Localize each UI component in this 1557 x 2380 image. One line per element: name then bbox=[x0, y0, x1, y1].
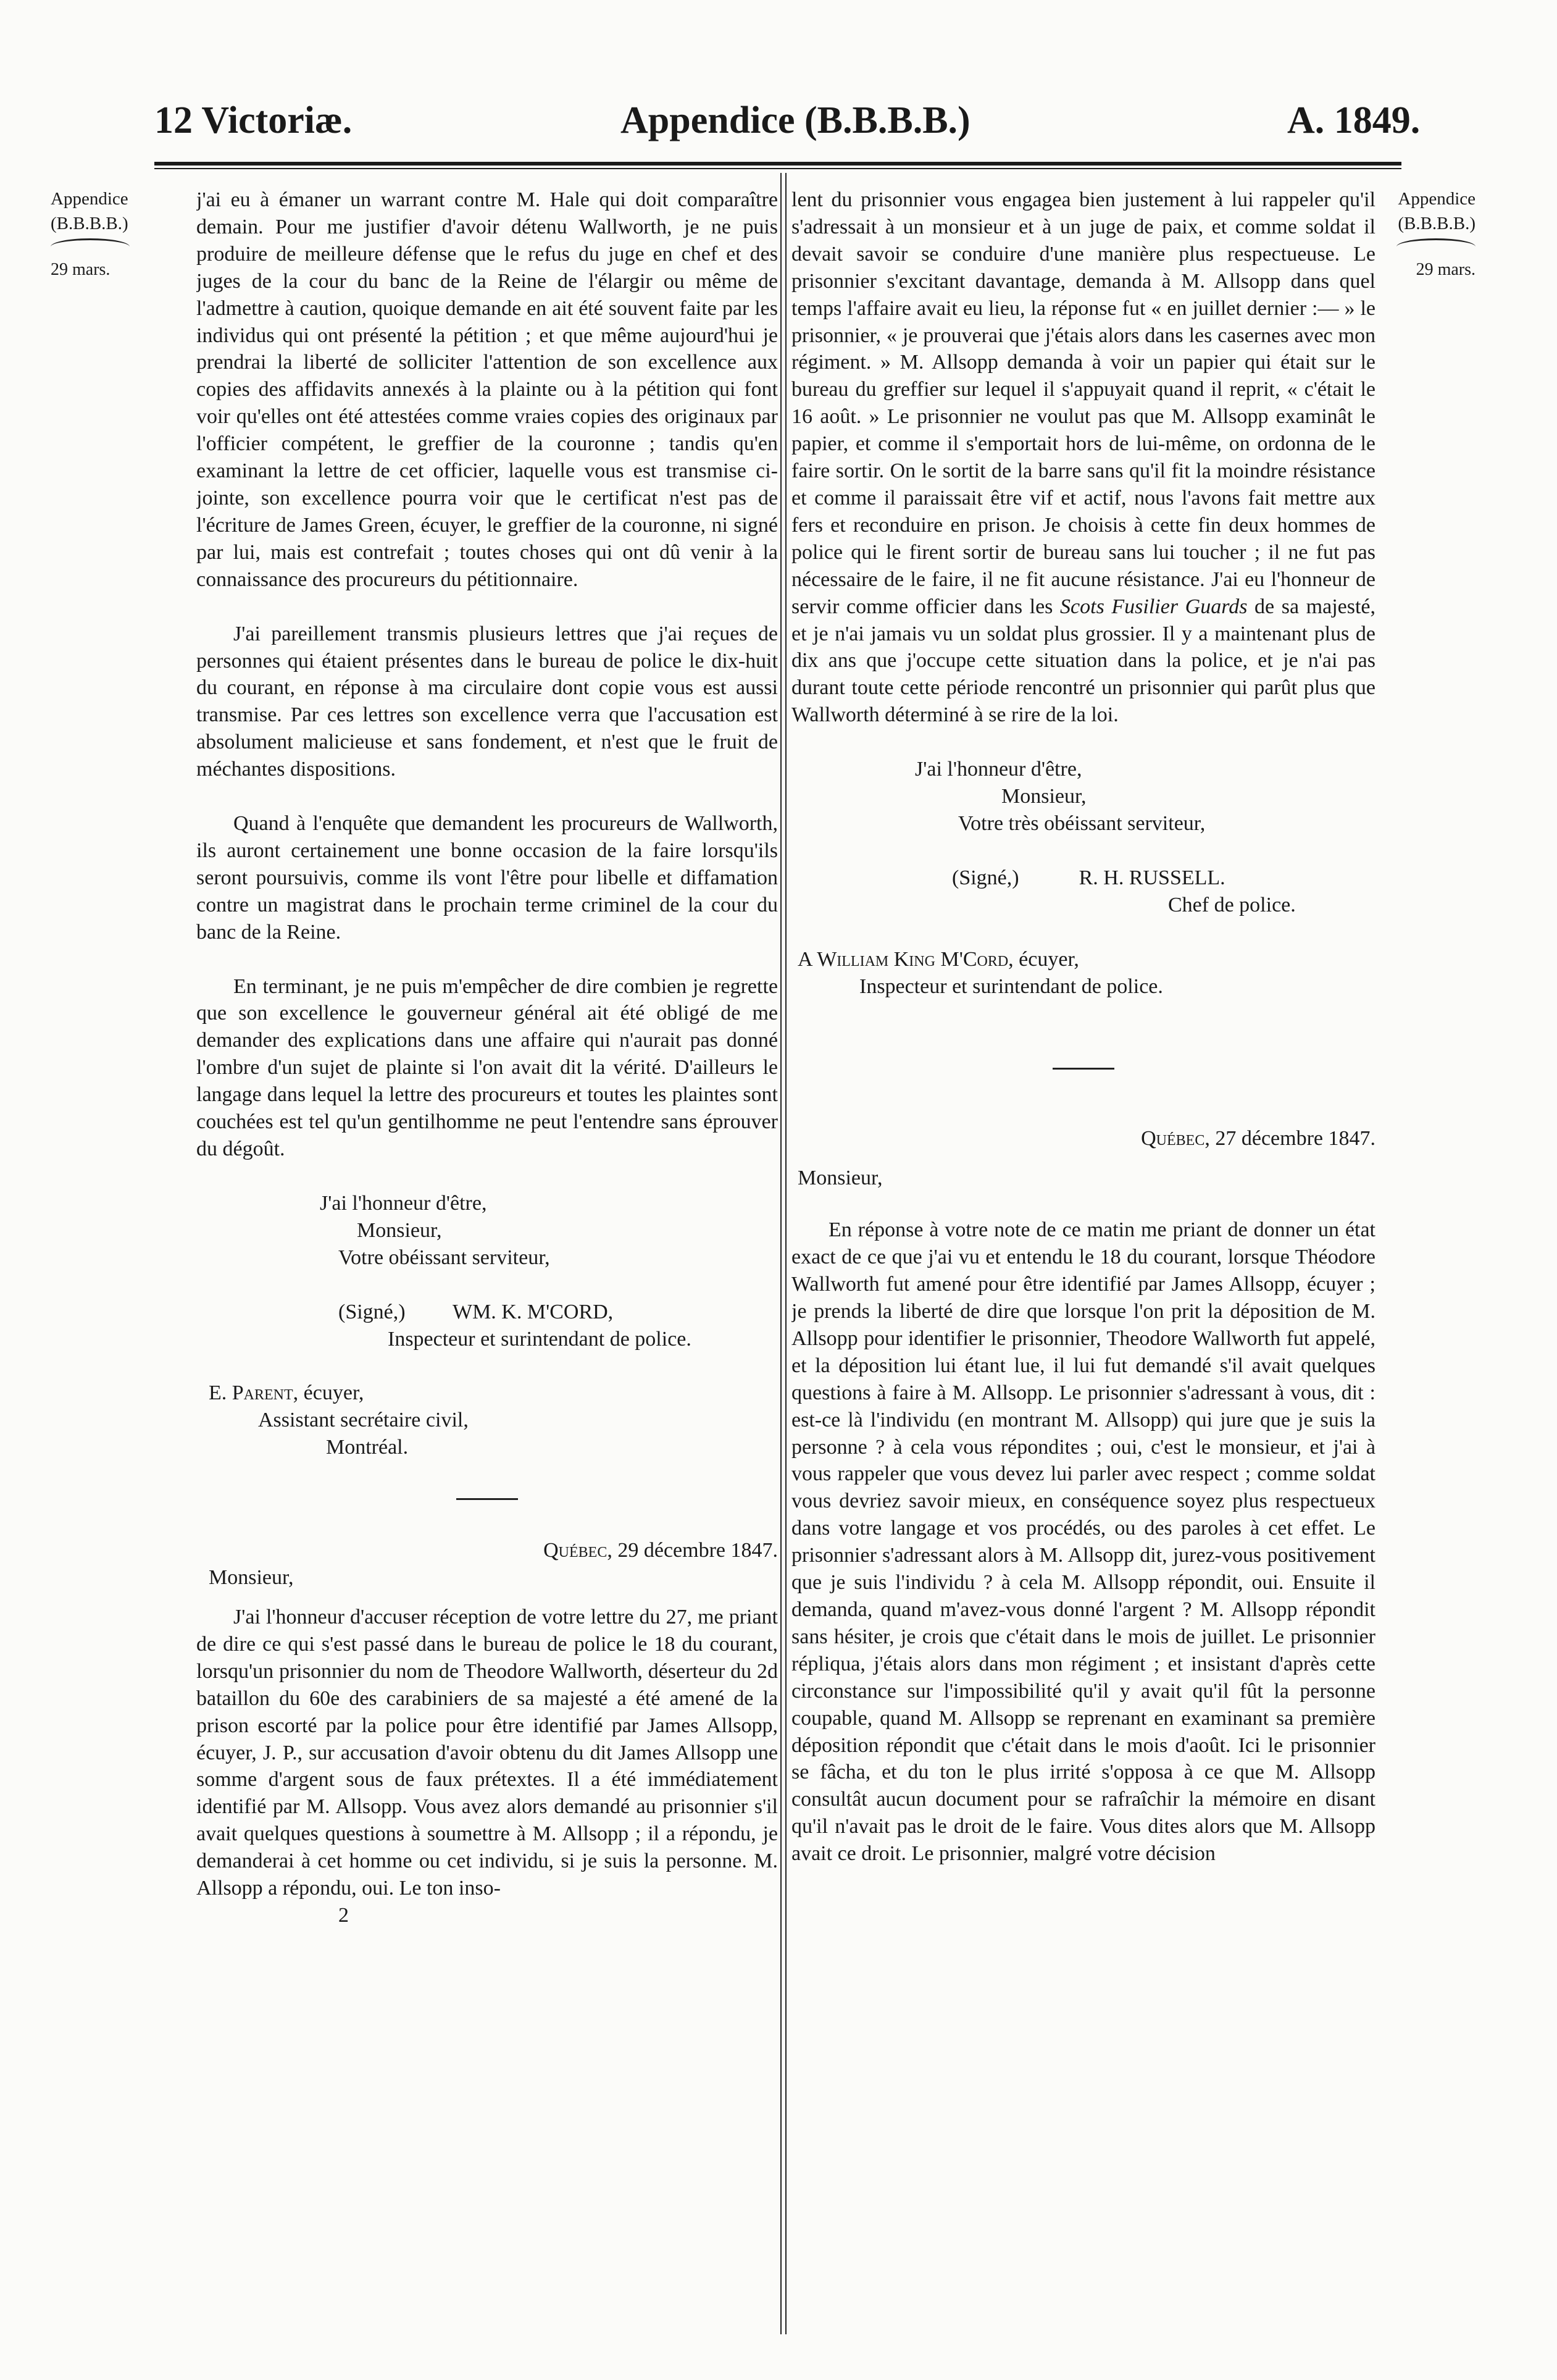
letter-place: Québec, bbox=[1141, 1127, 1210, 1150]
right-column bbox=[791, 186, 1375, 2323]
sheet-signature-mark: 2 bbox=[338, 1903, 349, 1927]
letter-separator bbox=[456, 1498, 518, 1500]
paragraph-text: de sa majesté, et je n'ai jamais vu un soldat plus grossier. Il y a maintenant plus de dix ans que j'occupe cette situation dans la police, et je n'ai pas durant toute cette période rencontré un prisonnier qui parût plus que Wallworth déterminé à se rire de la loi. bbox=[791, 595, 1375, 727]
header-rule-thick bbox=[154, 162, 1401, 166]
closing-line: Votre obéissant serviteur, bbox=[338, 1246, 550, 1269]
addressee-prefix: A bbox=[798, 947, 812, 971]
left-column bbox=[196, 186, 778, 2323]
paragraph: En terminant, je ne puis m'empêcher de dire combien je regrette que son excellence le gouverneur général ait été obligé de me demander des explications dans une affaire qui n'aurait pas donné l'ombre d'un sujet de plainte si l'on avait dit la vérité. D'ailleurs le langage dans lequel la lettre des procureurs et toutes les plaintes sont couchées est tel qu'un gentilhomme ne peut l'entendre sans éprouver du dégoût. bbox=[196, 974, 778, 1160]
margin-note-ref: (B.B.B.B.) bbox=[1398, 214, 1476, 233]
paragraph: J'ai pareillement transmis plusieurs lettres que j'ai reçues de personnes qui étaient présentes dans le bureau de police le dix-huit du courant, en réponse à ma circulaire dont copie vous est aussi transmise. Par ces lettres son excellence verra que l'accusation est absolument malicieuse et sans fondement, et n'est que le fruit de méchantes dispositions. bbox=[196, 622, 778, 781]
header-rule-thin bbox=[154, 168, 1401, 169]
paragraph: Quand à l'enquête que demandent les procureurs de Wallworth, ils auront certainement une bonne occasion de la faire lorsqu'ils seront poursuivis, comme ils vont l'être pour libelle et diffamation contre un magistrat dans le prochain terme criminel de la cour du banc de la Reine. bbox=[196, 812, 778, 944]
margin-note-ref: (B.B.B.B.) bbox=[51, 214, 128, 233]
closing-line: Votre très obéissant serviteur, bbox=[958, 811, 1206, 835]
addressee-line: Inspecteur et surintendant de police. bbox=[859, 974, 1163, 998]
running-header-year: A. 1849. bbox=[1287, 99, 1421, 141]
salutation: Monsieur, bbox=[798, 1167, 883, 1190]
letter-place: Québec, bbox=[543, 1539, 612, 1562]
addressee-title: écuyer, bbox=[303, 1381, 364, 1405]
signatory-title: Chef de police. bbox=[1168, 893, 1296, 916]
signed-label: (Signé,) bbox=[338, 1300, 406, 1323]
margin-note-title: Appendice bbox=[51, 189, 128, 209]
closing-line: J'ai l'honneur d'être, bbox=[320, 1191, 487, 1215]
letter-date: 27 décembre 1847. bbox=[1215, 1127, 1375, 1150]
left-margin-note bbox=[51, 186, 130, 282]
addressee-line: Assistant secrétaire civil, bbox=[258, 1409, 469, 1432]
paragraph: J'ai l'honneur d'accuser réception de votre lettre du 27, me priant de dire ce qui s'est passé dans le bureau de police le 18 du courant, lorsqu'un prisonnier du nom de Theodore Wallworth, déserteur du 2d bataillon du 60e des carabiniers de sa majesté a été amené de la prison escorté par la police pour être identifié par James Allsopp, écuyer, J. P., sur accusation d'avoir obtenu du dit James Allsopp une somme d'argent sous de faux prétextes. Il a été immédiatement identifié par M. Allsopp. Vous avez alors demandé au prisonnier s'il avait quelques questions à soumettre à M. Allsopp ; il a répondu, je demanderai à cet homme ou cet individu, si je suis la personne. M. Allsopp a répondu, oui. Le ton inso- bbox=[196, 1605, 778, 1900]
right-margin-note bbox=[1396, 186, 1476, 282]
letter-date: 29 décembre 1847. bbox=[617, 1539, 778, 1562]
closing-line: J'ai l'honneur d'être, bbox=[915, 758, 1082, 781]
addressee-line: Montréal. bbox=[326, 1436, 409, 1459]
column-divider bbox=[780, 173, 782, 2334]
paragraph-text: lent du prisonnier vous engagea bien justement à lui rappeler qu'il s'adressait à un monsieur et à un juge de paix, et comme soldat il devait savoir se conduire d'une manière plus respectueuse. Le prisonnier s'excitant davantage, demanda à M. Allsopp dans quel temps l'affaire avait eu lieu, la réponse fut « en juillet dernier :— » le prisonnier, « je prouverai que j'étais alors dans les casernes avec mon régiment. » M. Allsopp demanda à voir un papier qui était sur le bureau du greffier sur lequel il s'appuyait quand il reprit, « c'était le 16 août. » Le prisonnier ne voulut pas que M. Allsopp examinât le papier, et comme il s'emportait hors de lui-même, on ordonna de le faire sortir. On le sortit de la barre sans qu'il fit la moindre résistance et comme il paraissait être vif et actif, nous l'avons fait mettre aux fers et reconduire en prison. Je choisis à cette fin deux hommes de police qui le firent sortir de bureau sans lui toucher ; il ne fut pas nécessaire de le faire, il ne fit aucune résistance. J'ai eu l'honneur de servir comme officier dans les bbox=[791, 188, 1375, 618]
letter-separator bbox=[1053, 1068, 1114, 1070]
addressee-name: William King M'Cord, bbox=[817, 947, 1014, 971]
signature-name: R. H. RUSSELL. bbox=[1079, 866, 1225, 889]
paragraph: j'ai eu à émaner un warrant contre M. Hale qui doit comparaître demain. Pour me justifier d'avoir détenu Wallworth, je ne puis produire de meilleure défense que le refus du juge en chef et des juges de la cour du banc de la Reine de l'élargir ou même de l'admettre à caution, quoique demande en ait été souvent faite par les individus qui ont présenté la pétition ; et que même aujourd'hui je prendrai la liberté de solliciter l'attention de son excellence aux copies des affidavits annexés à la plainte ou à la pétition qui font voir qu'elles ont été attestées comme vraies copies des originaux par l'officier compétent, le greffier de la couronne ; tandis qu'en examinant la lettre de cet officier, laquelle vous est transmise ci-jointe, son excellence pourra voir que le certificat n'est pas de l'écriture de James Green, écuyer, le greffier de la couronne, ni signé par lui, mais est contrefait ; toutes choses qui ont dû venir à la connaissance des procureurs du pétitionnaire. bbox=[196, 188, 778, 591]
running-header-appendix: Appendice (B.B.B.B.) bbox=[620, 99, 971, 141]
salutation: Monsieur, bbox=[209, 1566, 294, 1590]
paragraph: En réponse à votre note de ce matin me priant de donner un état exact de ce que j'ai vu et entendu le 18 du courant, lorsque Théodore Wallworth fut amené pour être identifié par James Allsopp, écuyer ; je prends la liberté de dire que lorsque l'on prit la déposition de M. Allsopp pour identifier le prisonnier, Theodore Wallworth fut appelé, et la déposition lui étant lue, il lui fut demandé s'il avait quelques questions à faire à M. Allsopp. Le prisonnier s'adressant à vous, dit : est-ce là l'individu (en montrant M. Allsopp) qui jure que je suis la personne ? à cela vous répondites ; oui, c'est le monsieur, et j'ai à vous rappeler que vous devez lui parler avec respect ; comme soldat vous devriez savoir mieux, en conséquence soyez plus respectueux dans votre langage et vos procédés, ou des paroles à cet effet. Le prisonnier s'adressant alors à M. Allsopp dit, jurez-vous positivement que je suis l'individu ? à cela M. Allsopp répondit, oui. Ensuite il demanda, quand m'avez-vous donné l'argent ? M. Allsopp répondit sans hésiter, je crois que c'était dans le mois de juillet. Le prisonnier répliqua, j'étais alors dans mon régiment ; et insistant d'après cette circonstance sur l'impossibilité qu'il y avait qu'il fût la personne coupable, quand M. Allsopp se reprenant en examinant sa première déposition répondit que c'était dans le mois d'août. Ici le prisonnier se fâcha, et du ton le plus irrité s'opposa à ce que M. Allsopp consultât aucun document pour se rafraîchir la mémoire en disant qu'il n'avait pas le droit de le faire. Vous dites alors que M. Allsopp avait ce droit. Le prisonnier, malgré votre décision bbox=[791, 1218, 1375, 1866]
margin-note-title: Appendice bbox=[1398, 189, 1476, 209]
regiment-name: Scots Fusilier Guards bbox=[1060, 595, 1248, 618]
addressee-title: écuyer, bbox=[1019, 947, 1079, 971]
column-divider bbox=[785, 173, 787, 2334]
margin-brace bbox=[1396, 238, 1476, 255]
margin-note-date: 29 mars. bbox=[1416, 260, 1476, 279]
running-header-session: 12 Victoriæ. bbox=[154, 99, 353, 141]
signature-name: WM. K. M'CORD, bbox=[452, 1300, 614, 1323]
closing-line: Monsieur, bbox=[1001, 785, 1087, 808]
addressee-name: E. Parent, bbox=[209, 1381, 299, 1405]
margin-brace bbox=[51, 238, 130, 255]
signed-label: (Signé,) bbox=[952, 866, 1019, 889]
closing-line: Monsieur, bbox=[357, 1218, 442, 1242]
margin-note-date: 29 mars. bbox=[51, 260, 111, 279]
signatory-title: Inspecteur et surintendant de police. bbox=[388, 1327, 691, 1351]
